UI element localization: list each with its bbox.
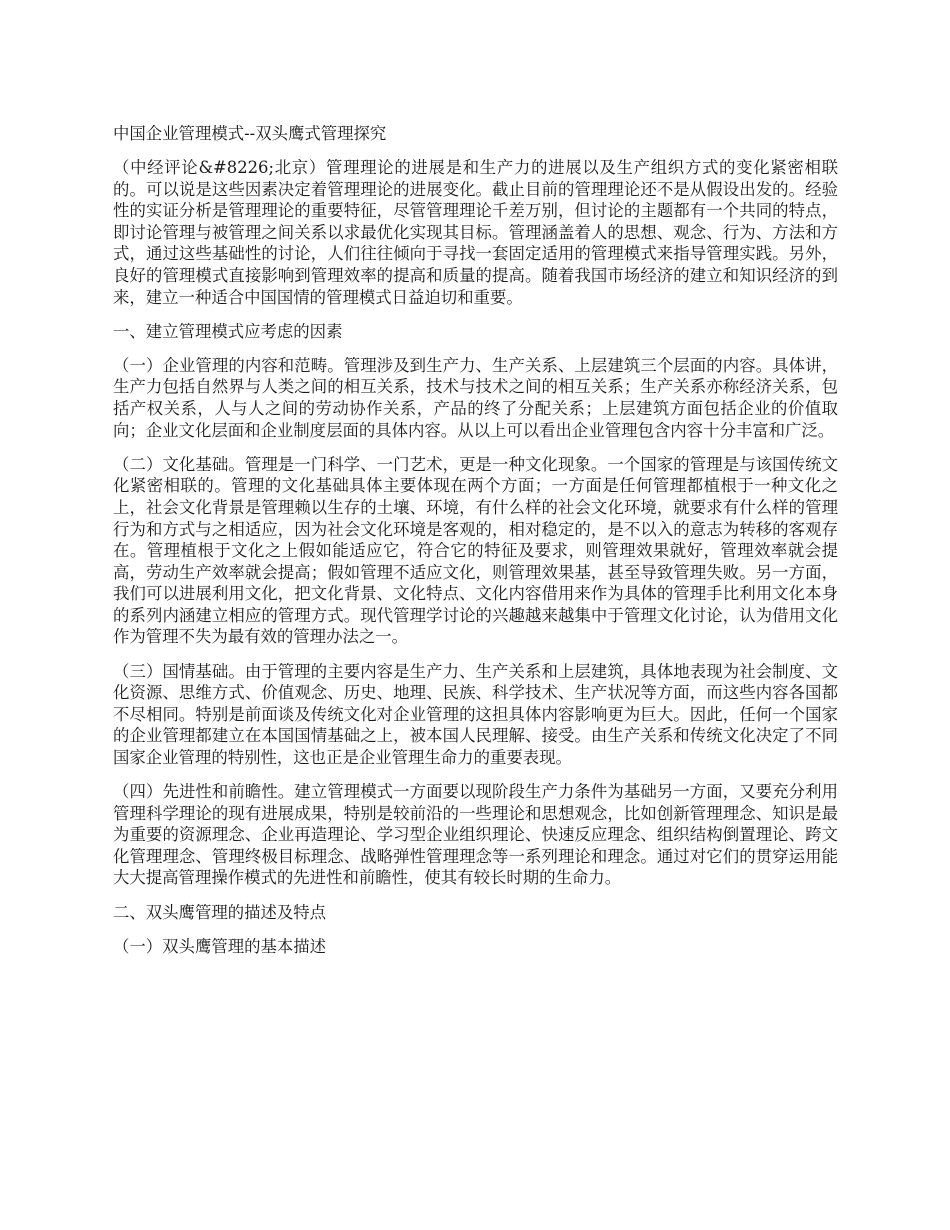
section-heading-2: 二、双头鹰管理的描述及特点 bbox=[113, 902, 327, 922]
intro-paragraph: （中经评论&#8226;北京）管理理论的进展是和生产力的进展以及生产组织方式的变化紧密相联的。可以说是这些因素决定着管理理论的进展变化。截止目前的管理理论还不是从假设出发的。经验性的实证分析是管理理论的重要特征，尽管管理理论千差万别，但讨论的主题都有一个共同的特点，即讨论管理与被管理之间关系以求最优化实现其目标。管理涵盖着人的思想、观念、行为、方法和方式，通过这些基础性的讨论，人们往往倾向于寻找一套固定适用的管理模式来指导管理实践。另外，良好的管理模式直接影响到管理效率的提高和质量的提高。随着我国市场经济的建立和知识经济的到来，建立一种适合中国国情的管理模式日益迫切和重要。 bbox=[113, 158, 838, 307]
document-title: 中国企业管理模式--双头鹰式管理探究 bbox=[113, 124, 387, 143]
paragraph-advanced-forward: （四）先进性和前瞻性。建立管理模式一方面要以现阶段生产力条件为基础另一方面，又要充分利用管理科学理论的现有进展成果，特别是较前沿的一些理论和思想观念，比如创新管理理念、知识是最为重要的资源理念、企业再造理论、学习型企业组织理论、快速反应理念、组织结构倒置理论、跨文化管理理念、管理终极目标理念、战略弹性管理理念等一系列理论和理念。通过对它们的贯穿运用能大大提高管理操作模式的先进性和前瞻性，使其有较长时期的生命力。 bbox=[113, 782, 838, 888]
paragraph-national-basis: （三）国情基础。由于管理的主要内容是生产力、生产关系和上层建筑，具体地表现为社会制度、文化资源、思维方式、价值观念、历史、地理、民族、科学技术、生产状况等方面，而这些内容各国都不尽相同。特别是前面谈及传统文化对企业管理的这担具体内容影响更为巨大。因此，任何一个国家的企业管理都建立在本国国情基础之上，被本国人民理解、接受。由生产关系和传统文化决定了不同国家企业管理的特别性，这也正是企业管理生命力的重要表现。 bbox=[113, 661, 838, 767]
document-body bbox=[113, 123, 838, 970]
paragraph-culture-basis: （二）文化基础。管理是一门科学、一门艺术，更是一种文化现象。一个国家的管理是与该国传统文化紧密相联的。管理的文化基础具体主要体现在两个方面；一方面是任何管理都植根于一种文化之上，社会文化背景是管理赖以生存的土壤、环境，有什么样的社会文化环境，就要求有什么样的管理行为和方式与之相适应，因为社会文化环境是客观的，相对稳定的，是不以入的意志为转移的客观存在。管理植根于文化之上假如能适应它，符合它的特征及要求，则管理效果就好，管理效率就会提高，劳动生产效率就会提高；假如管理不适应文化，则管理效果基，甚至导致管理失败。另一方面，我们可以进展利用文化，把文化背景、文化特点、文化内容借用来作为具体的管理手比利用文化本身的系列内涵建立相应的管理方式。现代管理学讨论的兴趣越来越集中于管理文化讨论，认为借用文化作为管理不失为最有效的管理办法之一。 bbox=[113, 454, 838, 647]
paragraph-content-scope: （一）企业管理的内容和范畴。管理涉及到生产力、生产关系、上层建筑三个层面的内容。具体讲，生产力包括自然界与人类之间的相互关系，技术与技术之间的相互关系；生产关系亦称经济关系，包括产权关系，人与人之间的劳动协作关系，产品的终了分配关系；上层建筑方面包括企业的价值取向；企业文化层面和企业制度层面的具体内容。从以上可以看出企业管理包含内容十分丰富和广泛。 bbox=[113, 355, 838, 440]
section-heading-1: 一、建立管理模式应考虑的因素 bbox=[113, 321, 343, 341]
subsection-heading: （一）双头鹰管理的基本描述 bbox=[113, 936, 327, 956]
